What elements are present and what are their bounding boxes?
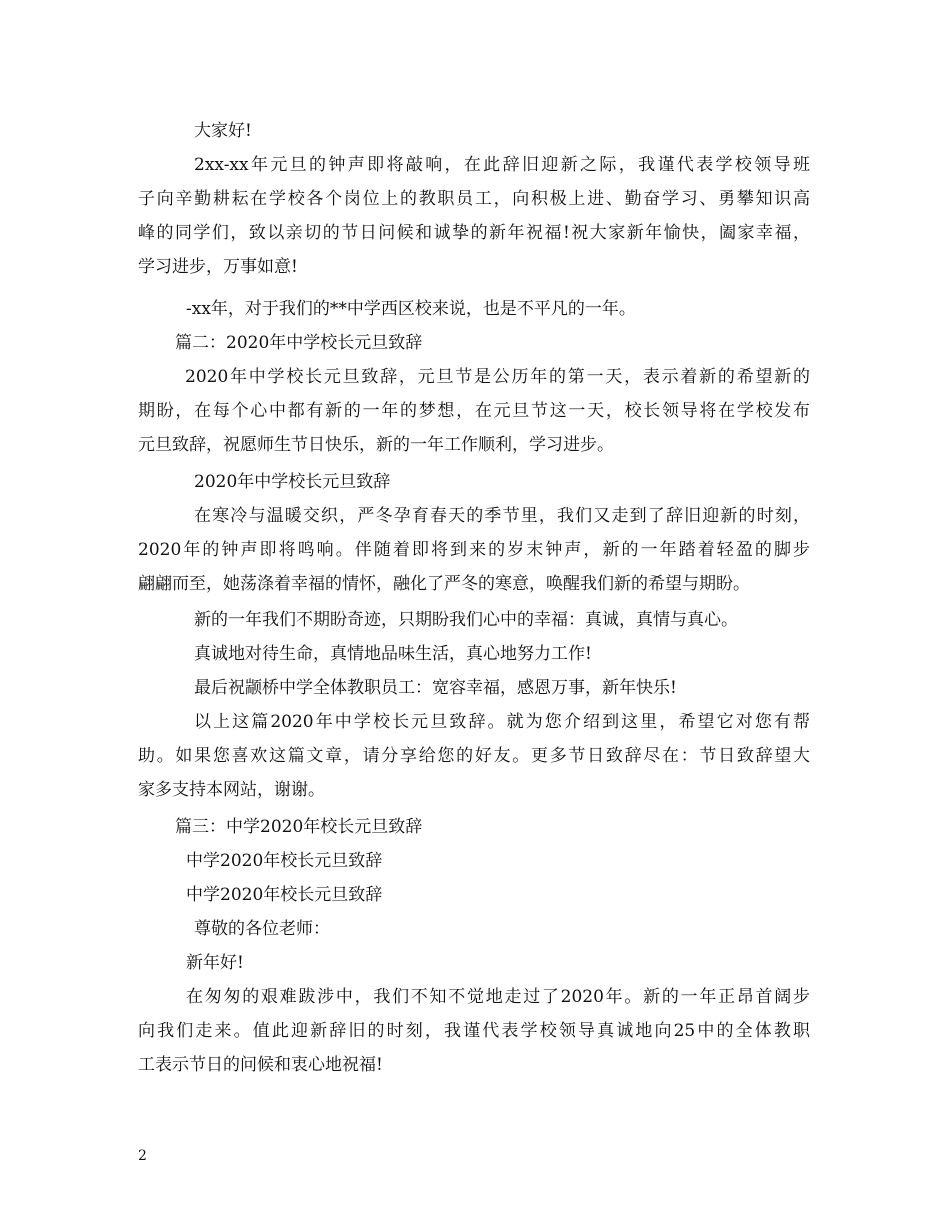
paragraph-line: 家多支持本网站，谢谢。 [138,780,325,800]
paragraph-line: 翩翩而至，她荡涤着幸福的情怀，融化了严冬的寒意，唤醒我们新的希望与期盼。 [138,574,750,594]
article-title: 中学2020年校长元旦致辞 [186,851,383,871]
paragraph-line: 2020年中学校长元旦致辞，元旦节是公历年的第一天，表示着新的希望新的 [185,367,810,387]
paragraph-line: 学习进步，万事如意! [138,257,298,277]
salutation-line: 尊敬的各位老师： [194,919,330,939]
paragraph-line: 期盼，在每个心中都有新的一年的梦想，在元旦节这一天，校长领导将在学校发布 [138,401,810,421]
paragraph-line: 峰的同学们，致以亲切的节日问候和诚挚的新年祝福!祝大家新年愉快，阖家幸福， [138,223,810,243]
paragraph-line: 2020年的钟声即将鸣响。伴随着即将到来的岁末钟声，新的一年踏着轻盈的脚步 [138,540,810,560]
paragraph-line: 以上这篇2020年中学校长元旦致辞。就为您介绍到这里，希望它对您有帮 [194,712,810,732]
paragraph-line: 2xx-xx年元旦的钟声即将敲响，在此辞旧迎新之际，我谨代表学校领导班 [194,155,810,175]
paragraph-line: 在匆匆的艰难跋涉中，我们不知不觉地走过了2020年。新的一年正昂首阔步 [186,987,810,1007]
section-heading: 篇三：中学2020年校长元旦致辞 [175,817,423,837]
paragraph-line: -xx年，对于我们的**中学西区校来说，也是不平凡的一年。 [186,299,636,319]
paragraph-line: 真诚地对待生命，真情地品味生活，真心地努力工作! [194,644,592,664]
greeting-line: 大家好! [194,121,252,141]
section-heading: 篇二：2020年中学校长元旦致辞 [175,333,423,353]
paragraph-line: 工表示节日的问候和衷心地祝福! [138,1055,383,1075]
paragraph-line: 新的一年我们不期盼奇迹，只期盼我们心中的幸福：真诚，真情与真心。 [194,610,738,630]
article-title: 中学2020年校长元旦致辞 [186,885,383,905]
article-title: 2020年中学校长元旦致辞 [194,472,391,492]
greeting-line: 新年好! [186,953,244,973]
paragraph-line: 助。如果您喜欢这篇文章，请分享给您的好友。更多节日致辞尽在：节日致辞望大 [138,746,810,766]
paragraph-line: 在寒冷与温暖交织，严冬孕育春天的季节里，我们又走到了辞旧迎新的时刻， [194,506,810,526]
paragraph-line: 最后祝颛桥中学全体教职员工：宽容幸福，感恩万事，新年快乐! [194,678,677,698]
paragraph-line: 子向辛勤耕耘在学校各个岗位上的教职员工，向积极上进、勤奋学习、勇攀知识高 [138,189,810,209]
page-number: 2 [138,1148,147,1164]
paragraph-line: 元旦致辞，祝愿师生节日快乐，新的一年工作顺利，学习进步。 [138,435,614,455]
paragraph-line: 向我们走来。值此迎新辞旧的时刻，我谨代表学校领导真诚地向25中的全体教职 [138,1021,810,1041]
